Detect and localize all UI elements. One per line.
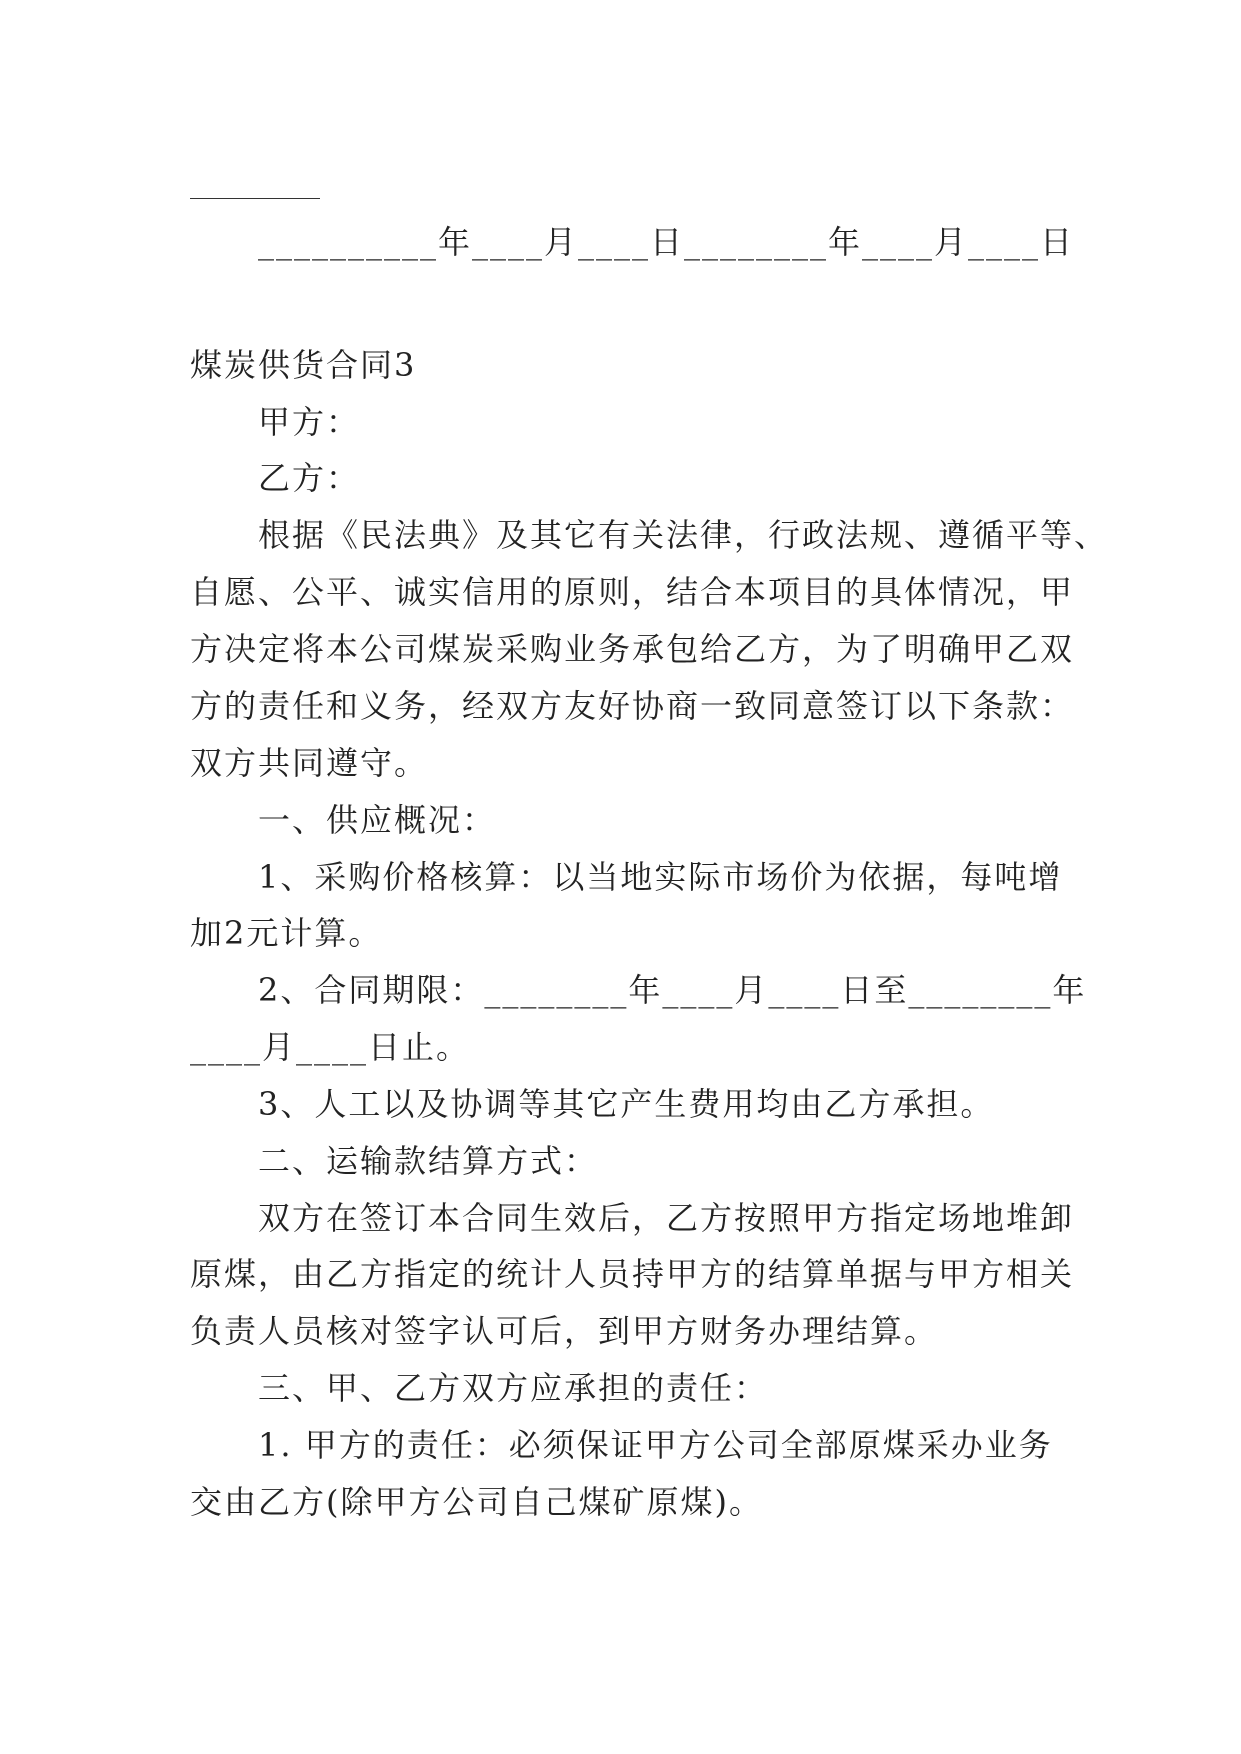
item-3: 3、人工以及协调等其它产生费用均由乙方承担。 bbox=[258, 1085, 995, 1123]
section-2-line-1: 双方在签订本合同生效后，乙方按照甲方指定场地堆卸 bbox=[258, 1199, 1075, 1237]
item-1-line-1: 1、采购价格核算：以当地实际市场价为依据，每吨增 bbox=[258, 858, 1063, 896]
section-2-heading: 二、运输款结算方式： bbox=[258, 1142, 599, 1180]
party-a-label: 甲方： bbox=[258, 403, 361, 441]
section-3-item-1-line-2: 交由乙方(除甲方公司自己煤矿原煤)。 bbox=[190, 1483, 763, 1521]
signature-underline bbox=[190, 198, 320, 199]
intro-line-1: 根据《民法典》及其它有关法律，行政法规、遵循平等、 bbox=[258, 516, 1109, 554]
section-1-heading: 一、供应概况： bbox=[258, 801, 497, 839]
item-2-line-1: 2、合同期限：________年____月____日至________年 bbox=[258, 971, 1087, 1009]
contract-title: 煤炭供货合同3 bbox=[190, 346, 417, 384]
party-b-label: 乙方： bbox=[258, 459, 361, 497]
section-2-line-2: 原煤，由乙方指定的统计人员持甲方的结算单据与甲方相关 bbox=[190, 1255, 1075, 1293]
section-3-item-1-line-1: 1. 甲方的责任：必须保证甲方公司全部原煤采办业务 bbox=[258, 1426, 1053, 1464]
section-3-heading: 三、甲、乙方双方应承担的责任： bbox=[258, 1369, 769, 1407]
intro-line-5: 双方共同遵守。 bbox=[190, 744, 429, 782]
intro-line-3: 方决定将本公司煤炭采购业务承包给乙方，为了明确甲乙双 bbox=[190, 630, 1075, 668]
section-2-line-3: 负责人员核对签字认可后，到甲方财务办理结算。 bbox=[190, 1312, 939, 1350]
item-2-line-2: ____月____日止。 bbox=[190, 1028, 471, 1066]
intro-line-2: 自愿、公平、诚实信用的原则，结合本项目的具体情况，甲 bbox=[190, 573, 1075, 611]
date-line: __________年____月____日________年____月____日 bbox=[258, 223, 1075, 261]
item-1-line-2: 加2元计算。 bbox=[190, 914, 383, 952]
intro-line-4: 方的责任和义务，经双方友好协商一致同意签订以下条款： bbox=[190, 687, 1075, 725]
